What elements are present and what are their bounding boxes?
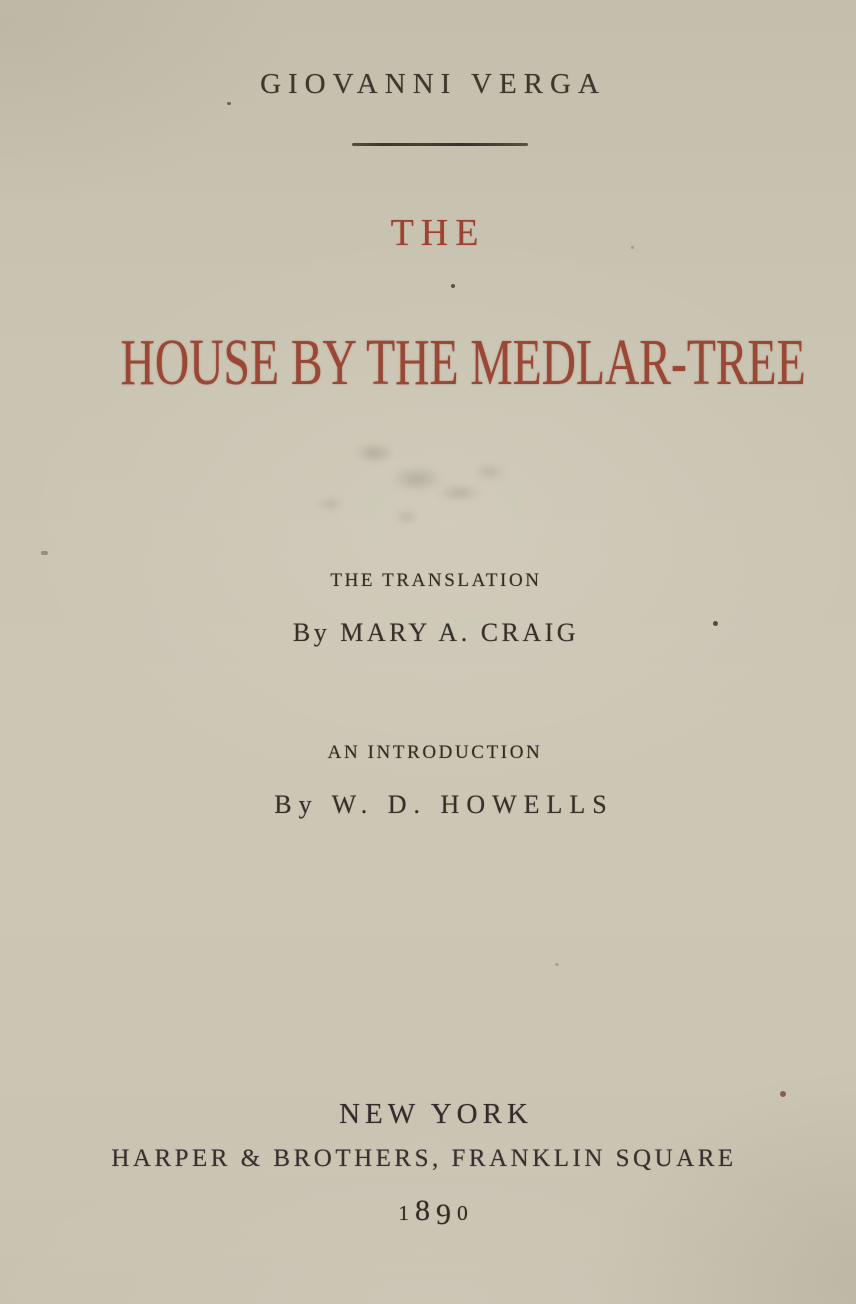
ink-speck bbox=[555, 963, 559, 966]
imprint-year: 1890 bbox=[398, 1194, 474, 1232]
ink-speck bbox=[631, 246, 634, 249]
paper-smudge bbox=[312, 494, 348, 514]
ink-speck bbox=[227, 102, 231, 105]
ink-speck bbox=[451, 284, 455, 288]
ink-speck bbox=[41, 551, 48, 555]
author-name: GIOVANNI VERGA bbox=[260, 68, 606, 100]
paper-smudge bbox=[348, 440, 400, 466]
introduction-label: AN INTRODUCTION bbox=[327, 742, 543, 763]
imprint-city: NEW YORK bbox=[339, 1098, 533, 1130]
imprint-publisher: HARPER & BROTHERS, FRANKLIN SQUARE bbox=[111, 1145, 737, 1172]
divider-rule bbox=[352, 143, 528, 146]
paper-smudge bbox=[430, 482, 488, 504]
paper-smudge bbox=[392, 508, 422, 526]
title-article: THE bbox=[390, 212, 486, 254]
ink-speck bbox=[780, 1091, 786, 1097]
book-title: HOUSE BY THE MEDLAR-TREE bbox=[120, 326, 806, 399]
ink-speck bbox=[713, 621, 718, 626]
translator-byline: By MARY A. CRAIG bbox=[292, 618, 580, 647]
paper-smudge bbox=[468, 460, 512, 484]
translation-label: THE TRANSLATION bbox=[330, 570, 542, 591]
introduction-byline: By W. D. HOWELLS bbox=[274, 790, 614, 819]
